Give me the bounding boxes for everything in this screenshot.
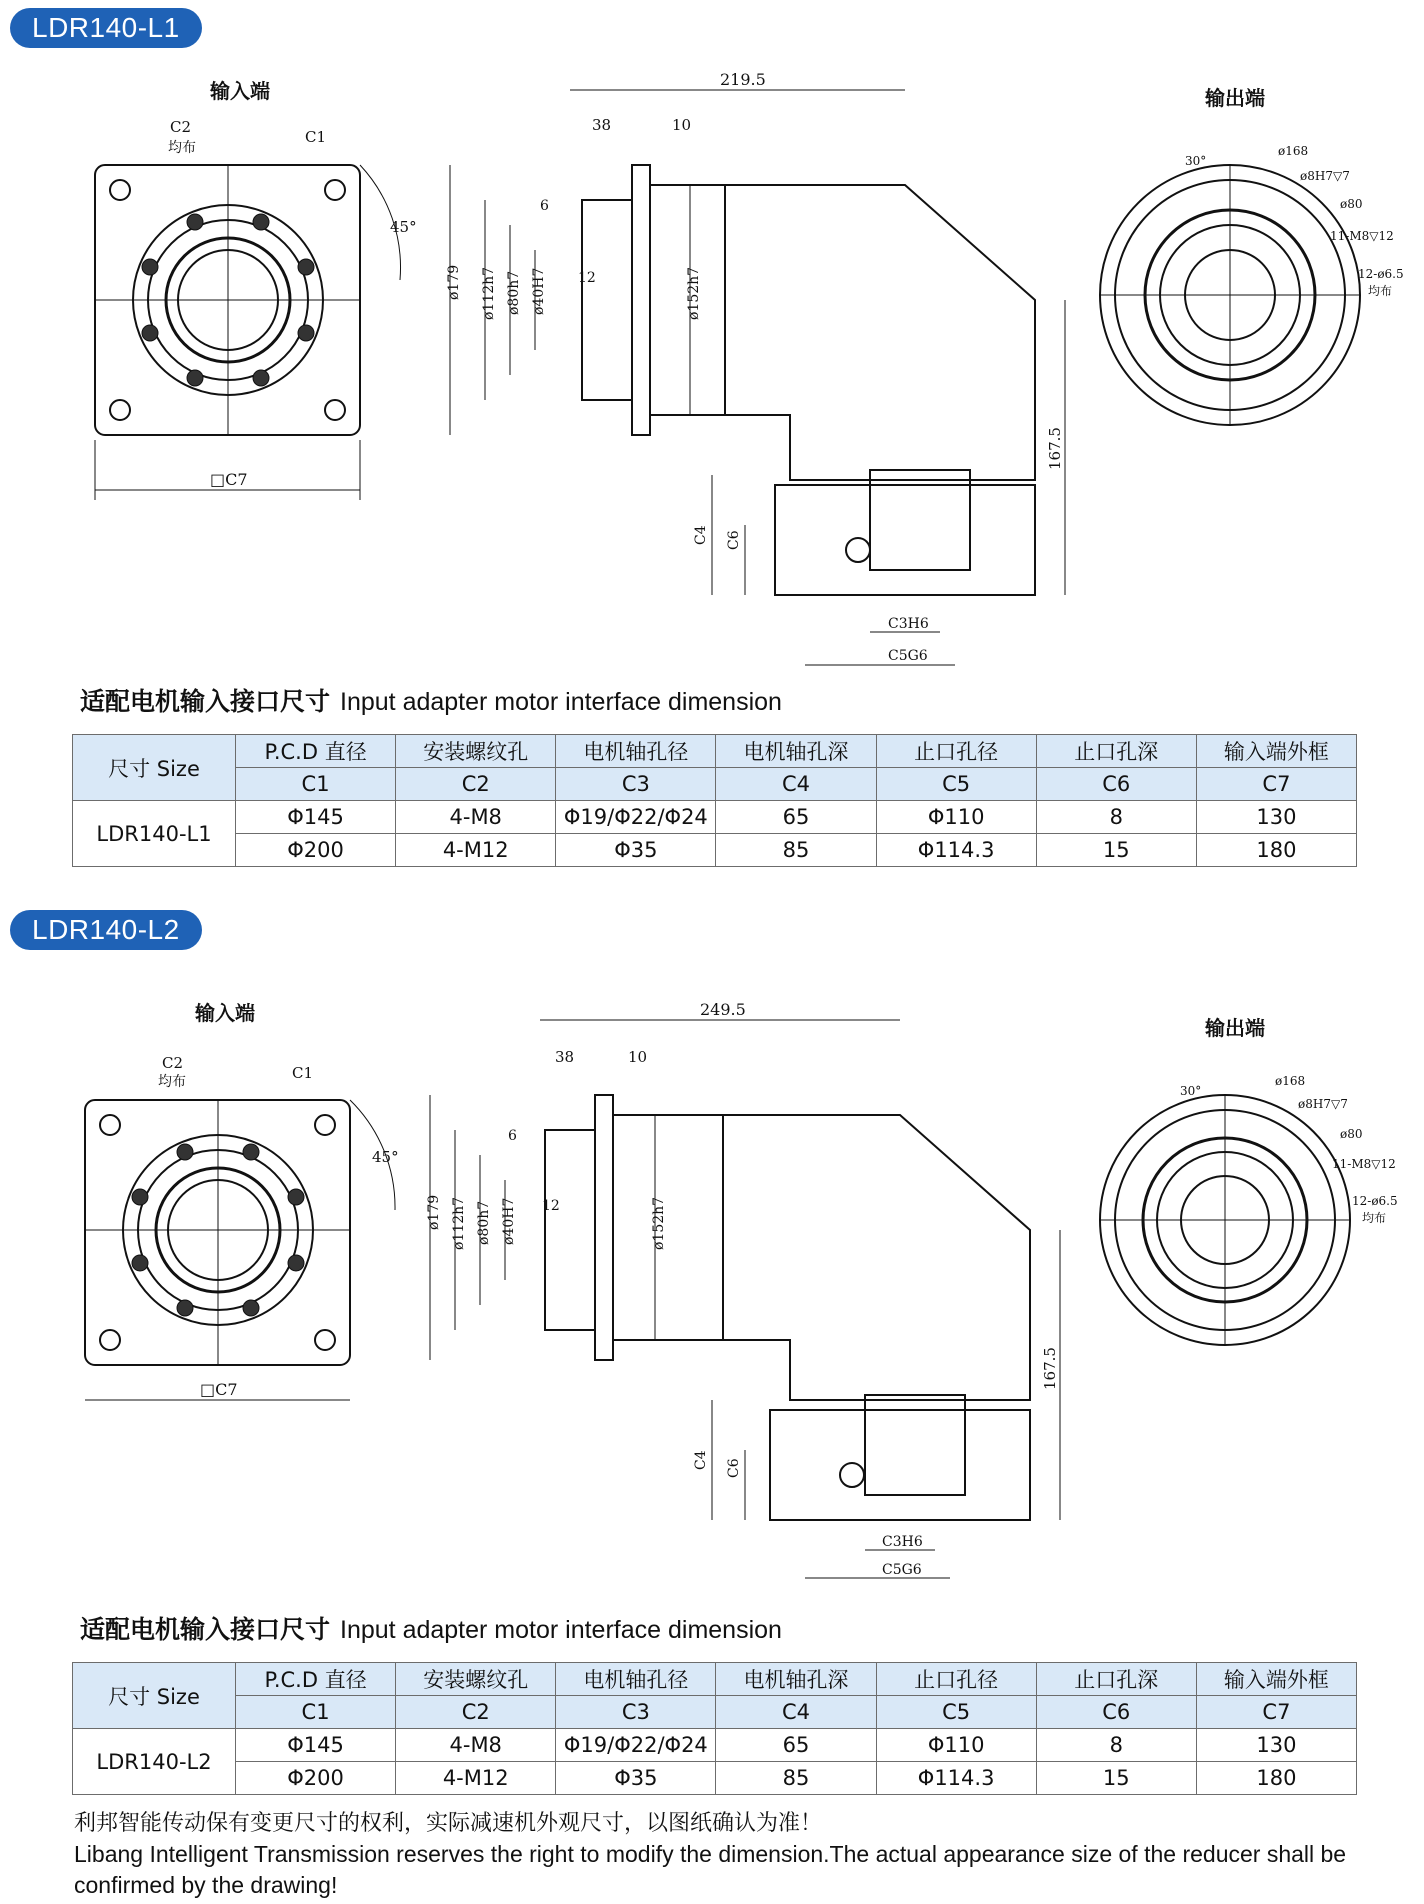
header-c1: P.C.D 直径 [236, 735, 396, 768]
dim-c5: C5G6 [882, 1562, 922, 1578]
dim-len-d: 12 [542, 1198, 560, 1214]
dim-o-even: 均布 [1362, 1211, 1387, 1225]
dim-c4: C4 [693, 1450, 709, 1470]
table-row: Φ200 4-M12 Φ35 85 Φ114.3 15 180 [73, 1762, 1357, 1795]
dimension-table [72, 1662, 1357, 1795]
dim-len-b: 10 [628, 1048, 648, 1066]
dim-o12: 12-ø6.5 [1358, 267, 1404, 281]
dim-even: 均布 [168, 140, 196, 156]
dim-c7: □C7 [200, 1380, 238, 1399]
dim-d80: ø80h7 [476, 1200, 492, 1245]
dim-o80: ø80 [1340, 1127, 1363, 1141]
table-row: LDR140-L1 Φ145 4-M8 Φ19/Φ22/Φ24 65 Φ110 8 130 [73, 801, 1357, 834]
dim-c3: C3H6 [888, 616, 929, 632]
header-c4: 电机轴孔深 [716, 735, 876, 768]
footer-note-zh: 利邦智能传动保有变更尺寸的权利，实际减速机外观尺寸，以图纸确认为准！ [74, 1811, 823, 1836]
dim-angle: 45° [372, 1148, 399, 1166]
code-c4: C4 [716, 1696, 876, 1729]
size-header: 尺寸 Size [73, 1663, 236, 1729]
header-c5: 止口孔径 [876, 735, 1036, 768]
dim-d40: ø40H7 [501, 1197, 517, 1245]
table-title: 适配电机输入接口尺寸 Input adapter motor interface dimension [80, 1615, 782, 1644]
model-badge: LDR140-L2 [10, 910, 202, 950]
code-c3: C3 [556, 1696, 716, 1729]
dim-len-d: 12 [578, 270, 596, 286]
dim-even: 均布 [158, 1074, 186, 1090]
model-cell: LDR140-L1 [73, 801, 236, 867]
dim-len-a: 38 [555, 1048, 575, 1066]
header-c2: 安装螺纹孔 [396, 1663, 556, 1696]
dim-angle: 45° [390, 218, 417, 236]
header-c3: 电机轴孔径 [556, 1663, 716, 1696]
dim-c5: C5G6 [888, 648, 928, 664]
dim-o168: ø168 [1275, 1074, 1306, 1088]
output-view-label: 输出端 [1205, 1016, 1265, 1040]
dim-len-a: 38 [592, 116, 612, 134]
dim-d112: ø112h7 [481, 266, 497, 320]
dim-o11m8: 11-M8▽12 [1332, 1157, 1396, 1171]
header-c6: 止口孔深 [1036, 1663, 1196, 1696]
dim-d179: ø179 [446, 264, 462, 300]
header-c1: P.C.D 直径 [236, 1663, 396, 1696]
input-view-label: 输入端 [195, 1001, 255, 1025]
code-c2: C2 [396, 768, 556, 801]
dim-h167: 167.5 [1046, 427, 1064, 470]
dim-d112: ø112h7 [451, 1196, 467, 1250]
header-c7: 输入端外框 [1196, 735, 1356, 768]
dim-c6: C6 [726, 530, 742, 550]
header-c5: 止口孔径 [876, 1663, 1036, 1696]
dim-o11m8: 11-M8▽12 [1330, 229, 1394, 243]
header-c6: 止口孔深 [1036, 735, 1196, 768]
header-c3: 电机轴孔径 [556, 735, 716, 768]
dim-c2: C2 [162, 1054, 184, 1072]
code-c1: C1 [236, 768, 396, 801]
dim-d152: ø152h7 [686, 266, 702, 320]
output-view-label: 输出端 [1205, 86, 1265, 110]
dim-o80: ø80 [1340, 197, 1363, 211]
dim-c4: C4 [693, 525, 709, 545]
dim-length-total: 249.5 [700, 1000, 746, 1019]
dim-d80: ø80h7 [506, 270, 522, 315]
code-c5: C5 [876, 768, 1036, 801]
header-c4: 电机轴孔深 [716, 1663, 876, 1696]
dim-c7: □C7 [210, 470, 248, 489]
dim-o30: 30° [1185, 154, 1207, 168]
dim-h167: 167.5 [1041, 1347, 1059, 1390]
model-badge: LDR140-L1 [10, 8, 202, 48]
dim-c2: C2 [170, 118, 192, 136]
code-c6: C6 [1036, 1696, 1196, 1729]
code-c3: C3 [556, 768, 716, 801]
dim-len-c: 6 [508, 1128, 517, 1144]
dim-o30: 30° [1180, 1084, 1202, 1098]
dim-o8h7: ø8H7▽7 [1300, 169, 1350, 183]
dim-d179: ø179 [426, 1194, 442, 1230]
code-c5: C5 [876, 1696, 1036, 1729]
table-title: 适配电机输入接口尺寸 Input adapter motor interface dimension [80, 687, 782, 716]
table-row: LDR140-L2 Φ145 4-M8 Φ19/Φ22/Φ24 65 Φ110 8 130 [73, 1729, 1357, 1762]
dim-c6: C6 [726, 1458, 742, 1478]
footer-note-en: Libang Intelligent Transmission reserves the right to modify the dimension.The actual appearance size of the reducer shall be confirmed by the drawing! [74, 1841, 1347, 1898]
code-c2: C2 [396, 1696, 556, 1729]
dim-length-total: 219.5 [720, 70, 766, 89]
dim-c3: C3H6 [882, 1534, 923, 1550]
table-row: Φ200 4-M12 Φ35 85 Φ114.3 15 180 [73, 834, 1357, 867]
code-c7: C7 [1196, 1696, 1356, 1729]
technical-drawing [0, 930, 1424, 1614]
dim-d152: ø152h7 [651, 1196, 667, 1250]
code-c1: C1 [236, 1696, 396, 1729]
technical-drawing [0, 0, 1424, 684]
code-c4: C4 [716, 768, 876, 801]
dim-c1: C1 [305, 128, 327, 146]
dim-d40: ø40H7 [531, 267, 547, 315]
size-header: 尺寸 Size [73, 735, 236, 801]
dim-o168: ø168 [1278, 144, 1309, 158]
input-view-label: 输入端 [210, 79, 270, 103]
footer-note [74, 1808, 1414, 1901]
header-c2: 安装螺纹孔 [396, 735, 556, 768]
dimension-table [72, 734, 1357, 867]
dim-o12: 12-ø6.5 [1352, 1194, 1398, 1208]
code-c7: C7 [1196, 768, 1356, 801]
dim-len-b: 10 [672, 116, 692, 134]
header-c7: 输入端外框 [1196, 1663, 1356, 1696]
dim-o8h7: ø8H7▽7 [1298, 1097, 1348, 1111]
dim-len-c: 6 [540, 198, 549, 214]
dim-o-even: 均布 [1368, 284, 1393, 298]
dim-c1: C1 [292, 1064, 314, 1082]
code-c6: C6 [1036, 768, 1196, 801]
model-cell: LDR140-L2 [73, 1729, 236, 1795]
